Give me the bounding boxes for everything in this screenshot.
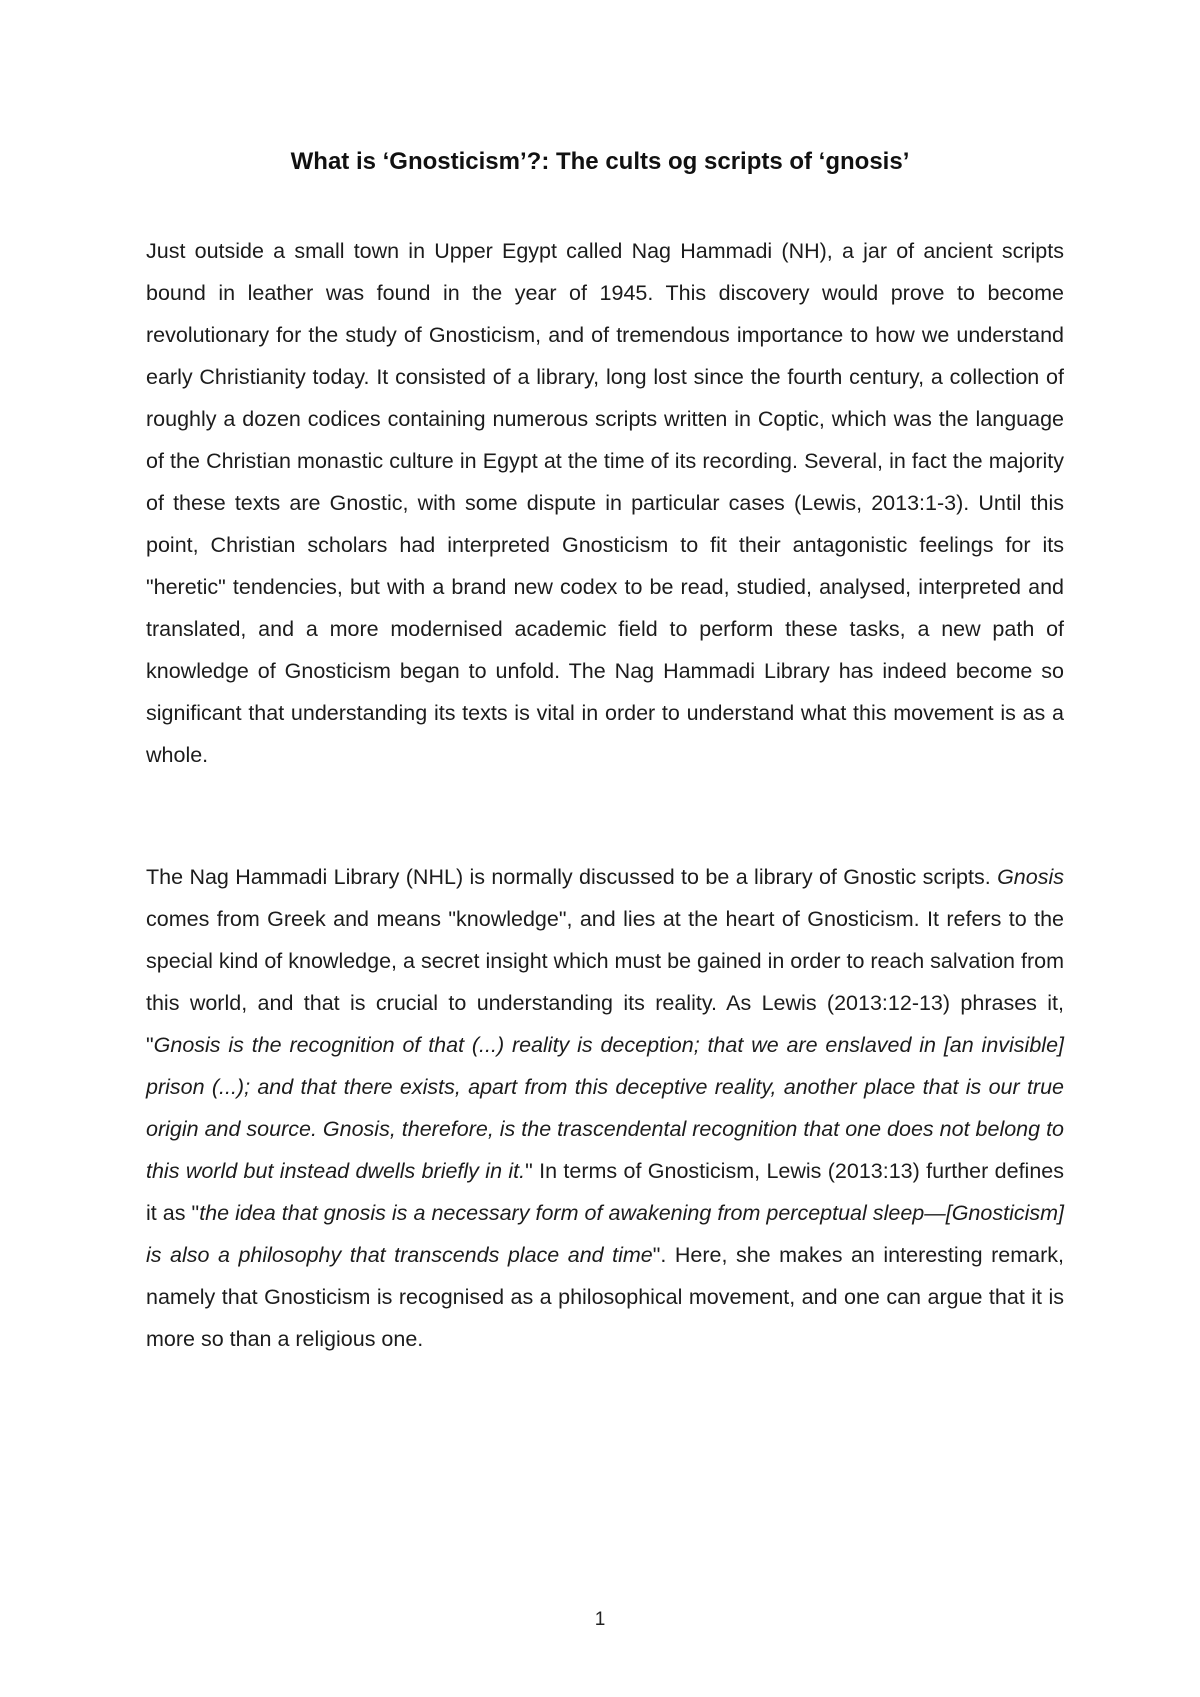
paragraph-2 [146,856,1064,1360]
document-title: What is ‘Gnosticism’?: The cults og scripts of ‘gnosis’ [290,148,910,175]
gnosis-term: Gnosis [997,865,1064,889]
paragraph-2-text-3: " In terms of Gnosticism, Lewis (2013:13) further defines it as " [146,1159,1064,1225]
lewis-quote-1: Gnosis is the recognition of that (...) reality is deception; that we are enslaved in [an invisible] prison (...); and that there exists, apart from this deceptive reality, another place that is our true origin and source. Gnosis, therefore, is the trascendental recognition that one does not belong to this world but instead dwells briefly in it. [146,1033,1064,1183]
paragraph-2-text-4: ". Here, she makes an interesting remark, namely that Gnosticism is recognised as a philosophical movement, and one can argue that it is more so than a religious one. [146,1243,1064,1351]
paragraph-2-text-2: comes from Greek and means "knowledge", and lies at the heart of Gnosticism. It refers to the special kind of knowledge, a secret insight which must be gained in order to reach salvation from this world, and that is crucial to understanding its reality. As Lewis (2013:12-13) phrases it, " [146,907,1064,1057]
paragraph-2-text-1: The Nag Hammadi Library (NHL) is normally discussed to be a library of Gnostic scripts. [146,865,998,889]
lewis-quote-2: the idea that gnosis is a necessary form of awakening from perceptual sleep—[Gnosticism] is also a philosophy that transcends place and time [146,1201,1065,1267]
paragraph-1: Just outside a small town in Upper Egypt called Nag Hammadi (NH), a jar of ancient scripts bound in leather was found in the year of 1945. This discovery would prove to become revolutionary for the study of Gnosticism, and of tremendous importance to how we understand early Christianity today. It consisted of a library, long lost since the fourth century, a collection of roughly a dozen codices containing numerous scripts written in Coptic, which was the language of the Christian monastic culture in Egypt at the time of its recording. Several, in fact the majority of these texts are Gnostic, with some dispute in particular cases (Lewis, 2013:1-3). Until this point, Christian scholars had interpreted Gnosticism to fit their antagonistic feelings for its "heretic" tendencies, but with a brand new codex to be read, studied, analysed, interpreted and translated, and a more modernised academic field to perform these tasks, a new path of knowledge of Gnosticism began to unfold. The Nag Hammadi Library has indeed become so significant that understanding its texts is vital in order to understand what this movement is as a whole. [146,239,1064,767]
page-number: 1 [594,1609,606,1630]
